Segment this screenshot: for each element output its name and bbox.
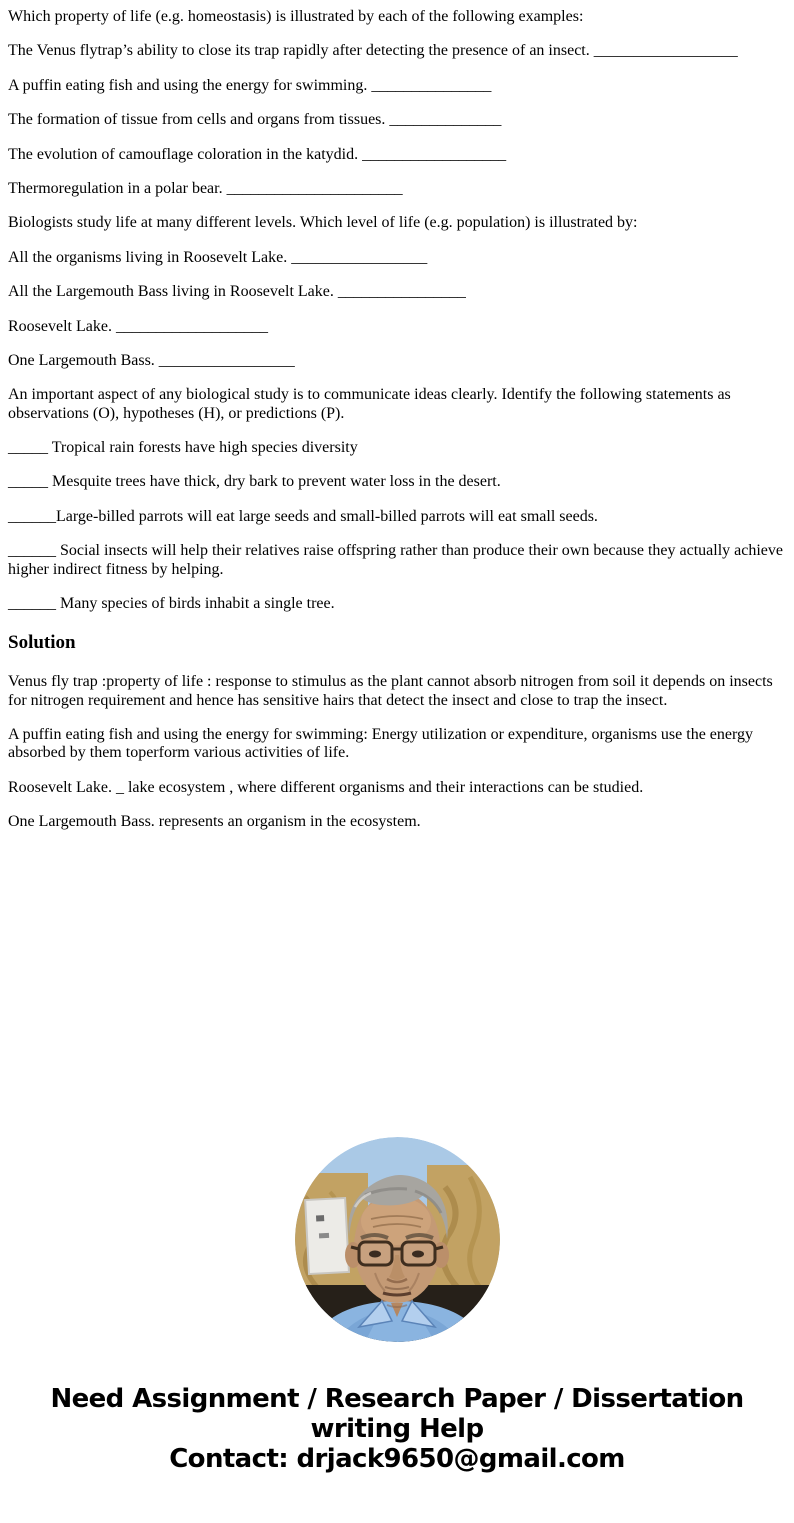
question-venus-flytrap: The Venus flytrap’s ability to close its trap rapidly after detecting the presence of an insect. __________________ xyxy=(8,42,738,60)
solution-heading: Solution xyxy=(8,632,76,654)
solution-roosevelt-lake: Roosevelt Lake. _ lake ecosystem , where different organisms and their interactions can be studied. xyxy=(8,778,644,796)
solution-one-bass: One Largemouth Bass. represents an organism in the ecosystem. xyxy=(8,813,421,831)
question-all-bass: All the Largemouth Bass living in Roosevelt Lake. ________________ xyxy=(8,283,466,301)
questions-section xyxy=(8,8,786,613)
footer-contact-email: Contact: drjack9650@gmail.com xyxy=(169,1443,625,1474)
question-prompt-levels: Biologists study life at many different levels. Which level of life (e.g. population) is illustrated by: xyxy=(8,214,638,232)
instructor-avatar xyxy=(8,1137,786,1342)
question-prompt-properties: Which property of life (e.g. homeostasis) is illustrated by each of the following examples: xyxy=(8,8,584,25)
question-tissue-formation: The formation of tissue from cells and organs from tissues. ______________ xyxy=(8,111,502,129)
question-prompt-statements: An important aspect of any biological study is to communicate ideas clearly. Identify the following statements as observations (O), hypotheses (H), or predictions (P). xyxy=(8,386,735,422)
statement-rainforests: _____ Tropical rain forests have high species diversity xyxy=(8,439,358,457)
question-all-organisms: All the organisms living in Roosevelt Lake. _________________ xyxy=(8,248,428,266)
footer-banner xyxy=(8,1384,786,1474)
question-one-bass: One Largemouth Bass. _________________ xyxy=(8,351,295,369)
statement-birds: ______ Many species of birds inhabit a single tree. xyxy=(8,595,335,613)
solution-puffin: A puffin eating fish and using the energy for swimming: Energy utilization or expenditure, organisms use the energy absorbed by them toperform various activities of life. xyxy=(8,726,758,762)
statement-parrots: ______Large-billed parrots will eat large seeds and small-billed parrots will eat small seeds. xyxy=(8,507,598,525)
question-roosevelt-lake: Roosevelt Lake. ___________________ xyxy=(8,317,268,335)
statement-mesquite: _____ Mesquite trees have thick, dry bark to prevent water loss in the desert. xyxy=(8,473,501,491)
solution-venus-flytrap: Venus fly trap :property of life : response to stimulus as the plant cannot absorb nitrogen from soil it depends on insects for nitrogen requirement and hence has sensitive hairs that detect the insect and close to trap the insect. xyxy=(8,673,777,709)
question-katydid: The evolution of camouflage coloration in the katydid. __________________ xyxy=(8,145,507,163)
worksheet-document xyxy=(8,8,786,1474)
statement-social-insects: ______ Social insects will help their relatives raise offspring rather than produce their own because they actually achieve higher indirect fitness by helping. xyxy=(8,542,787,578)
footer-help-line-2: writing Help xyxy=(310,1413,484,1444)
instructor-portrait-image xyxy=(295,1137,500,1342)
question-puffin: A puffin eating fish and using the energy for swimming. _______________ xyxy=(8,76,492,94)
portrait-illustration xyxy=(295,1137,500,1342)
solution-section xyxy=(8,673,786,831)
question-polar-bear: Thermoregulation in a polar bear. ______________________ xyxy=(8,179,403,197)
footer-help-line-1: Need Assignment / Research Paper / Dissertation xyxy=(50,1383,744,1414)
